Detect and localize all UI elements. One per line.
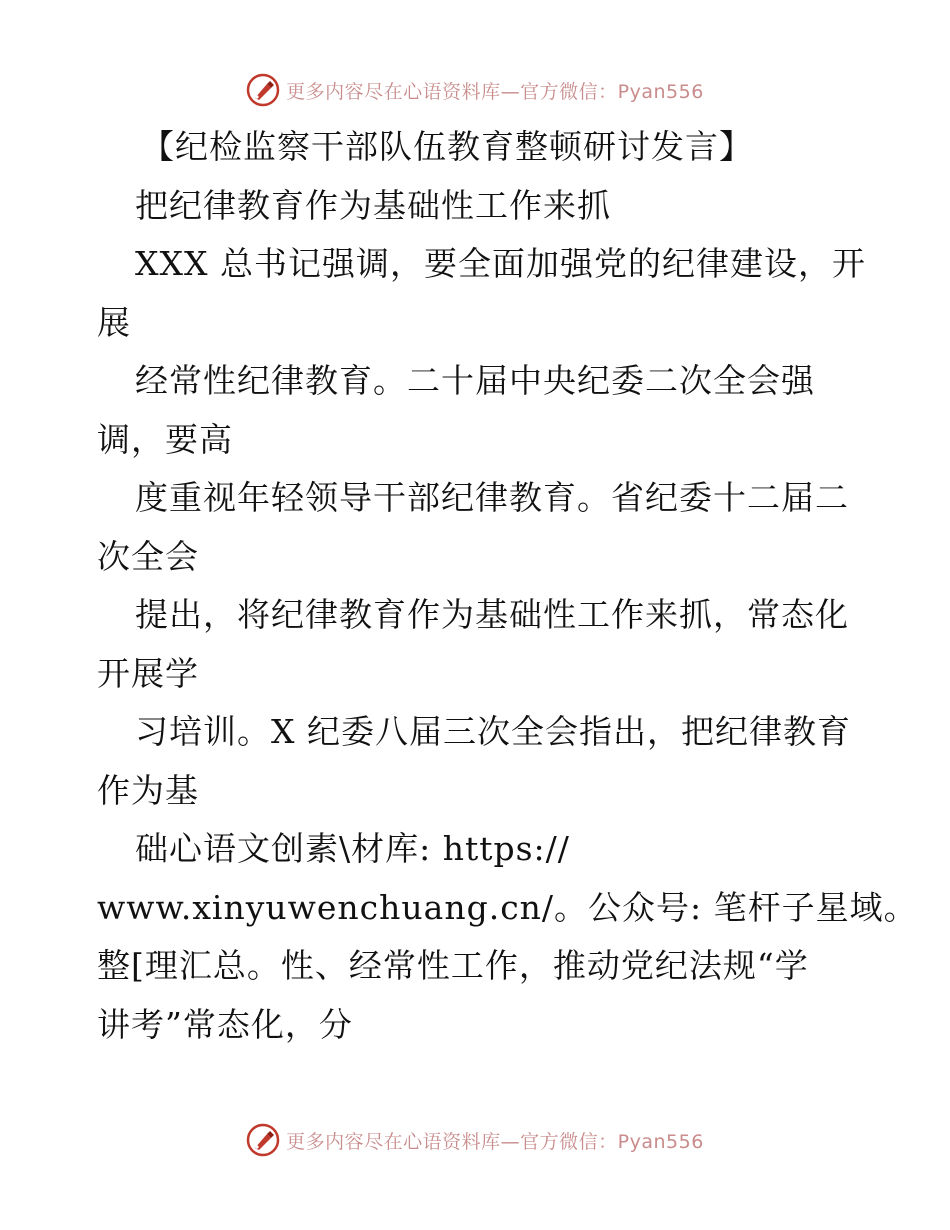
- header-watermark: [0, 70, 950, 110]
- watermark-text: 更多内容尽在心语资料库—官方微信：Pyan556: [286, 80, 704, 103]
- paragraph-line: 础心语文创素\材库: https://: [135, 829, 570, 868]
- footer-watermark: [0, 1120, 950, 1160]
- document-body: [97, 118, 918, 1054]
- paragraph-line: XXX 总书记强调，要全面加强党的纪律建设，开: [135, 244, 866, 283]
- pen-logo-icon: [246, 73, 280, 107]
- paragraph-line: 习培训。X 纪委八届三次全会指出，把纪律教育: [135, 712, 851, 751]
- paragraph-line: 度重视年轻领导干部纪律教育。省纪委十二届二: [135, 478, 849, 517]
- paragraph-line: 作为基: [97, 770, 199, 810]
- paragraph-line: 整[理汇总。性、经常性工作，推动党纪法规“学: [97, 946, 809, 985]
- paragraph-line: 经常性纪律教育。二十届中央纪委二次全会强: [135, 361, 815, 400]
- paragraph-line: 次全会: [97, 536, 199, 576]
- watermark-text: 更多内容尽在心语资料库—官方微信：Pyan556: [286, 1130, 704, 1153]
- paragraph-line: 提出，将纪律教育作为基础性工作来抓，常态化: [135, 595, 849, 634]
- paragraph-line: 调，要高: [97, 419, 233, 459]
- document-title: 【纪检监察干部队伍教育整顿研讨发言】: [141, 127, 753, 166]
- document-subtitle: 把纪律教育作为基础性工作来抓: [135, 185, 611, 225]
- paragraph-line: 开展学: [97, 653, 199, 693]
- paragraph-line: 展: [97, 302, 131, 342]
- paragraph-line: 讲考”常态化，分: [97, 1004, 353, 1044]
- paragraph-line: www.xinyuwenchuang.cn/。公众号: 笔杆子星域。: [97, 887, 918, 927]
- pen-logo-icon: [246, 1123, 280, 1157]
